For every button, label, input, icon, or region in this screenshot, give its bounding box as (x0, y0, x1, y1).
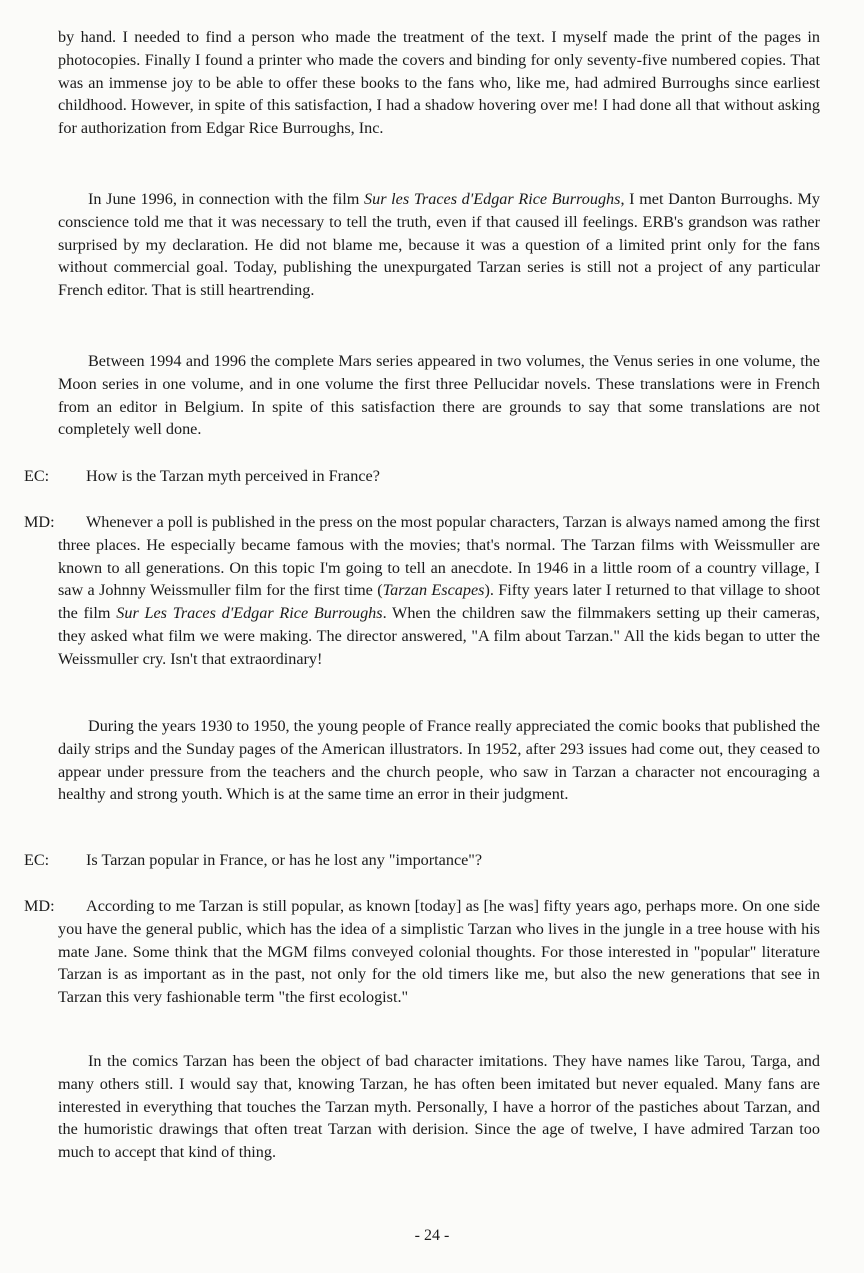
film-title: Sur Les Traces d'Edgar Rice Burroughs (116, 604, 383, 623)
paragraph-imitations: In the comics Tarzan has been the object of bad character imitations. They have names like Tarou, Targa, and many others still. I would say that, knowing Tarzan, he has often been imitated but never equaled. Many fans are interested in everything that touches the Tarzan myth. Personally, I have a horror of the pastiches about Tarzan, and the humoristic drawings that often treat Tarzan with derision. Since the age of twelve, I have admired Tarzan too much to accept that kind of thing. (58, 1052, 820, 1162)
speaker-label: MD: (24, 513, 55, 531)
question-tarzan-myth (24, 465, 820, 488)
speaker-label: EC: (24, 467, 50, 485)
film-title: Tarzan Escapes (382, 581, 485, 600)
text-run: Whenever a poll is published in the press on the most popular characters, Tarzan is always named among the first three places. He especially became famous with the movies; that's normal. The Tarzan films with Weissmuller are known to all generations. On this topic I'm going to tell an anecdote. In 1946 in a little room of a country village, I saw a Johnny Weissmuller film for the first time ( (58, 513, 820, 600)
paragraph-continuation: by hand. I needed to find a person who made the treatment of the text. I myself made the print of the pages in photocopies. Finally I found a printer who made the covers and binding for only seventy-five numbered copies. That was an immense joy to be able to offer these books to the fans who, like me, had admired Burroughs since earliest childhood. However, in spite of this satisfaction, I had a shadow hovering over me! I had done all that without asking for authorization from Edgar Rice Burroughs, Inc. (58, 28, 820, 138)
question-text: Is Tarzan popular in France, or has he lost any "importance"? (86, 851, 483, 869)
speaker-label: MD: (24, 897, 55, 915)
question-tarzan-popular (24, 849, 820, 872)
speaker-label: EC: (24, 851, 50, 869)
answer-tarzan-popular (24, 895, 820, 1009)
text-run: . When the children saw the filmmakers setting up their cameras, they asked what film we were making. The director answered, "A film about Tarzan." All the kids began to utter the Weissmuller cry. Isn't that extraordinary! (58, 604, 820, 668)
text-run: , I met Danton Burroughs. My conscience told me that it was necessary to tell the truth, even if that caused ill feelings. ERB's grandson was rather surprised by my declaration. He did not blame me, because it was a question of a limited print only for the fans without commercial goal. Today, publishing the unexpurgated Tarzan series is still not a project of any particular French editor. That is still heartrending. (58, 190, 821, 300)
answer-text: According to me Tarzan is still popular, as known [today] as [he was] fifty years ago, perhaps more. On one side you have the general public, which has the idea of a simplistic Tarzan who lives in the jungle in a tree house with his mate Jane. Some think that the MGM films conveyed colonial thoughts. For those interested in "popular" literature Tarzan is as important as in the past, not only for the old timers like me, but also the new generations that see in Tarzan this very fashionable term "the first ecologist." (58, 897, 820, 1007)
paragraph-translations: Between 1994 and 1996 the complete Mars series appeared in two volumes, the Venus series in one volume, the Moon series in one volume, and in one volume the first three Pellucidar novels. These translations were in French from an editor in Belgium. In spite of this satisfaction there are grounds to say that some translations are not completely well done. (58, 352, 820, 439)
paragraph-comic-books: During the years 1930 to 1950, the young people of France really appreciated the comic books that published the daily strips and the Sunday pages of the American illustrators. In 1952, after 293 issues had come out, they ceased to appear under pressure from the teachers and the church people, who saw in Tarzan a character not encouraging a healthy and strong youth. Which is at the same time an error in their judgment. (58, 717, 820, 804)
film-title: Sur les Traces d'Edgar Rice Burroughs (364, 190, 621, 208)
text-run: ). Fifty years later I returned to that village to shoot the film (58, 581, 820, 623)
answer-tarzan-myth (24, 511, 820, 671)
page-number: - 24 - (414, 1227, 450, 1244)
paragraph-danton-meeting (58, 188, 820, 302)
question-text: How is the Tarzan myth perceived in France? (86, 467, 380, 485)
text-run: In June 1996, in connection with the film (88, 190, 365, 208)
